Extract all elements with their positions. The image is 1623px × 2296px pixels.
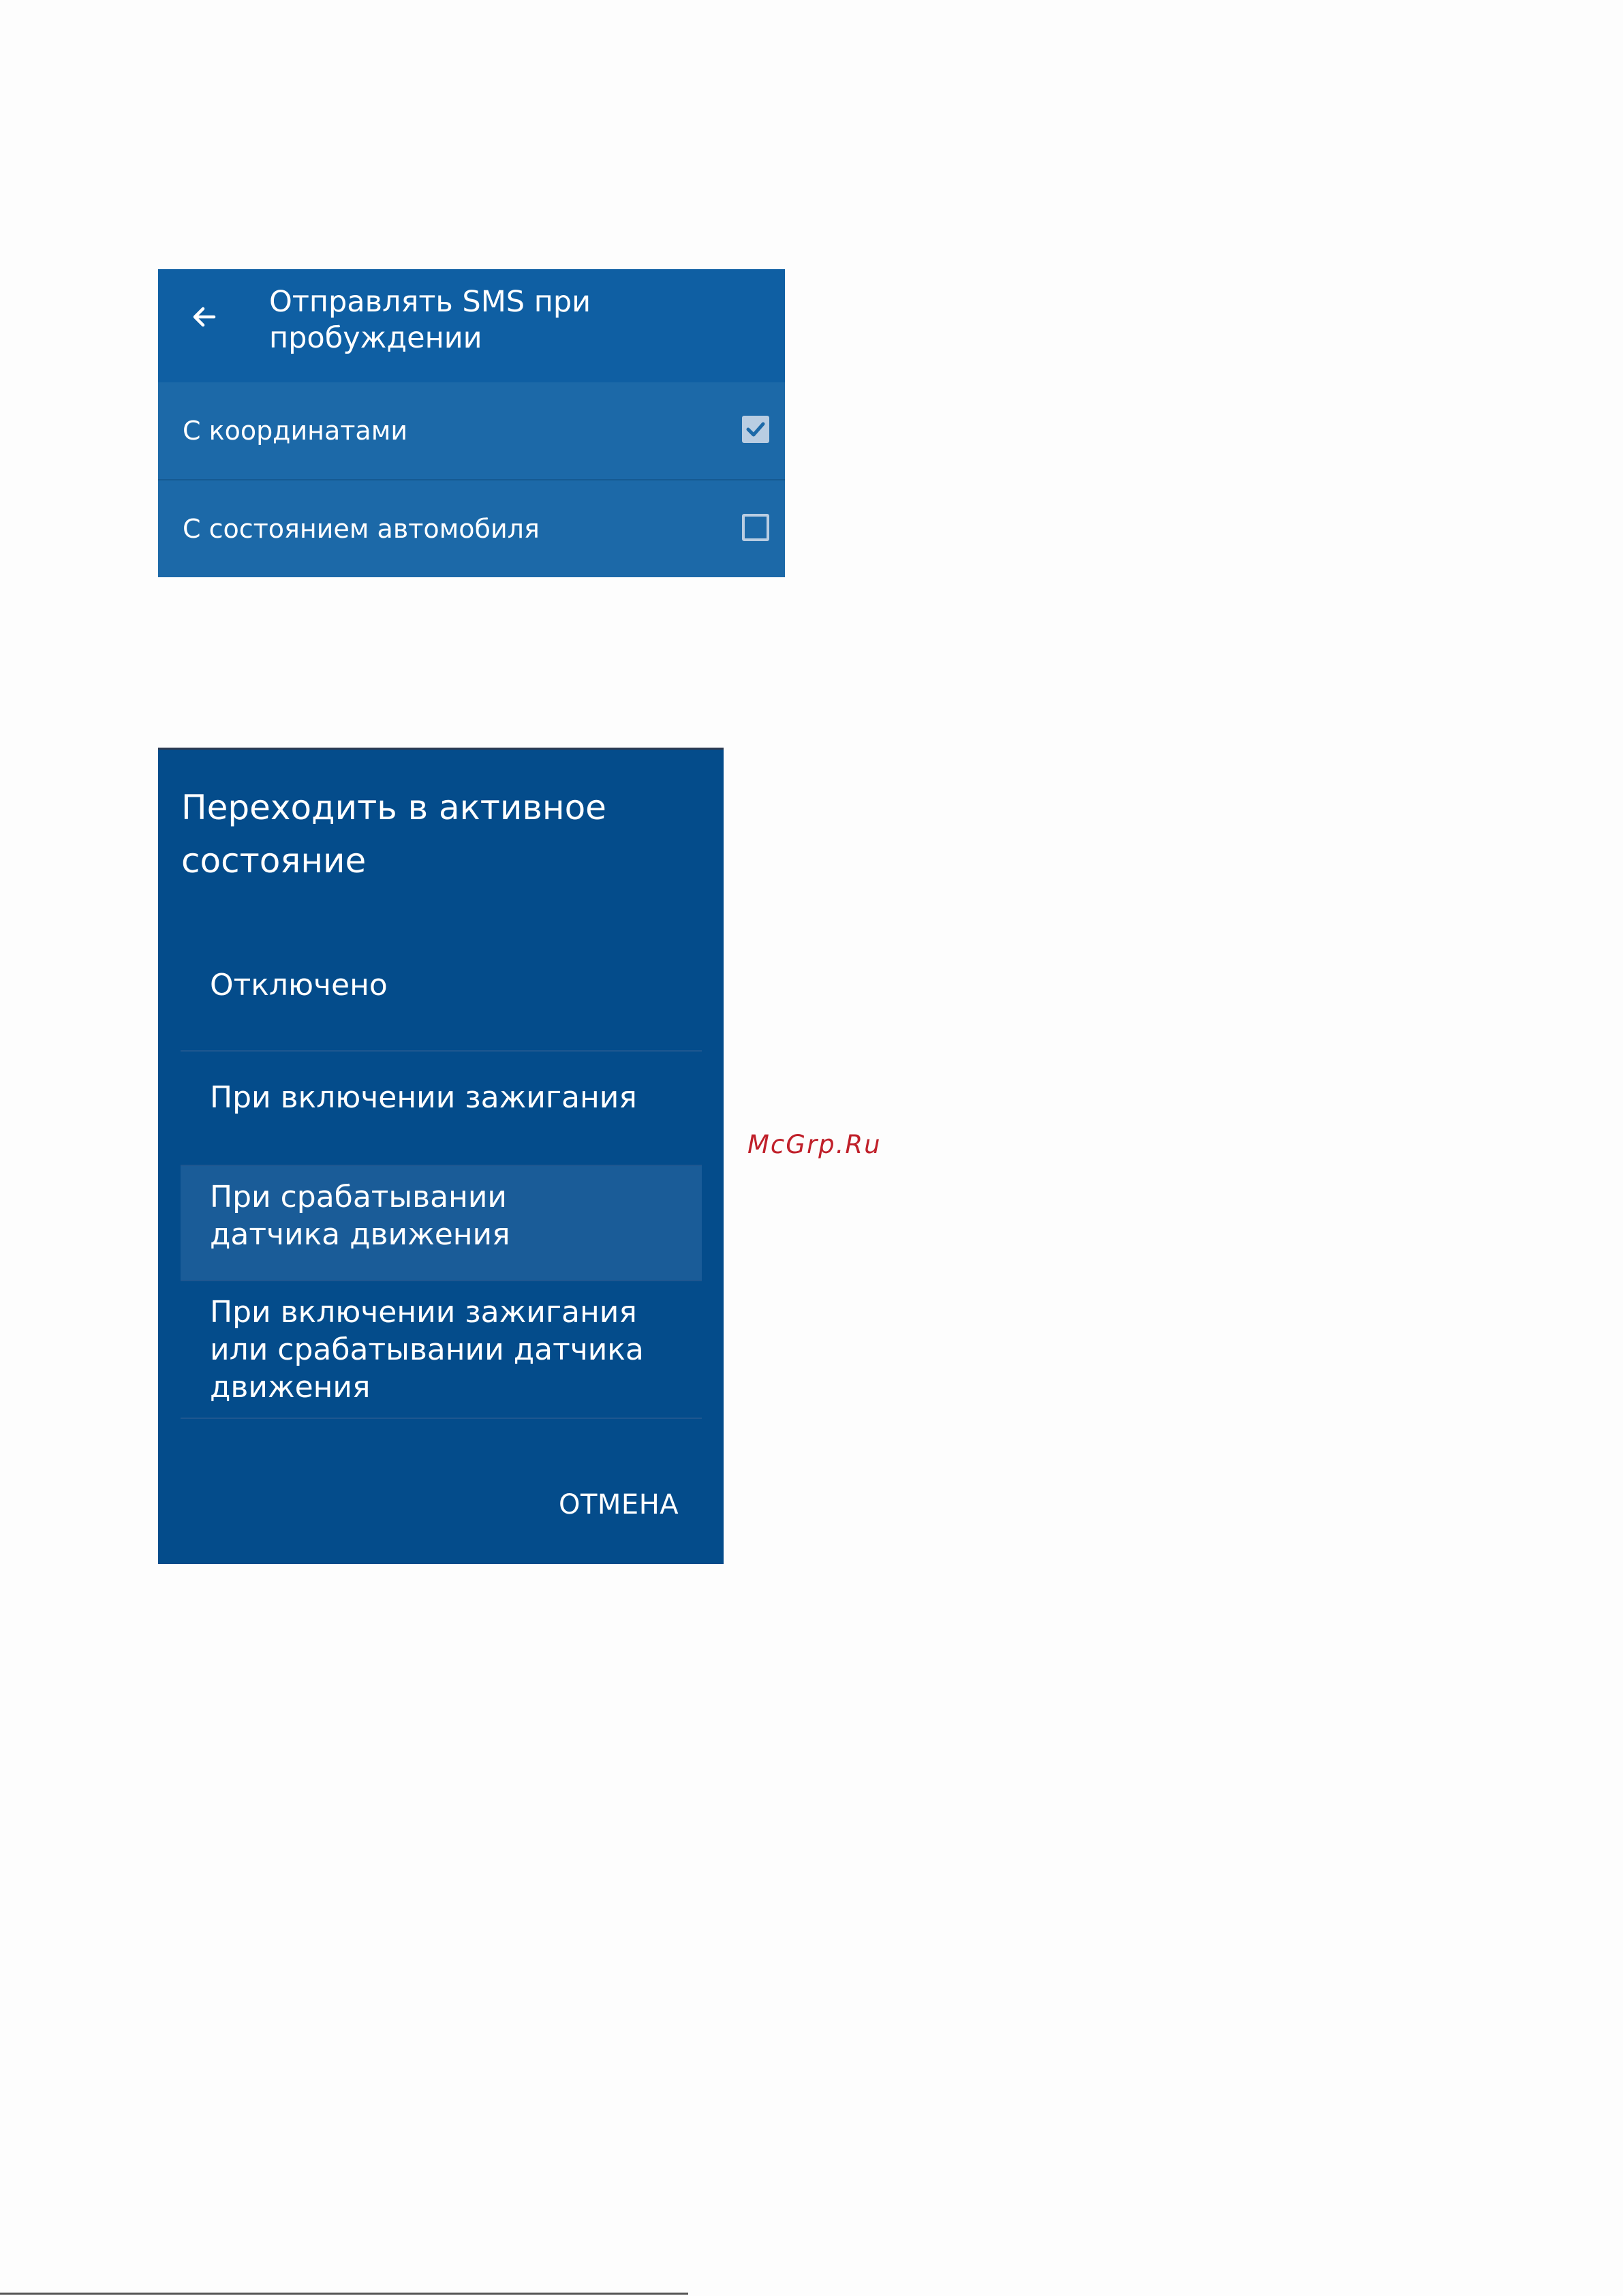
sms-settings-screen [158,269,785,577]
sms-option-label: С состоянием автомобиля [183,514,540,544]
watermark: McGrp.Ru [747,1130,882,1159]
dialog-option-motion-sensor[interactable] [181,1166,702,1280]
dialog-option-disabled[interactable] [181,927,702,1050]
dialog-option-label: Отключено [210,968,388,1002]
footer-divider [0,2293,688,2295]
sms-screen-title: Отправлять SMS при пробуждении [269,285,591,355]
divider [181,1418,702,1419]
dialog-option-ignition-or-motion[interactable] [181,1281,702,1418]
checkbox-checked-icon[interactable] [742,416,769,443]
sms-option-coordinates[interactable] [158,382,785,479]
dialog-option-label: При включении зажигания или срабатывании датчика движения [210,1295,644,1405]
sms-header [158,269,785,382]
checkbox-unchecked-icon[interactable] [742,514,769,541]
sms-option-vehicle-state[interactable] [158,480,785,577]
arrow-left-icon[interactable] [184,296,225,337]
sms-option-label: С координатами [183,416,408,446]
dialog-option-ignition[interactable] [181,1052,702,1165]
active-state-dialog [158,748,724,1564]
cancel-button[interactable]: ОТМЕНА [559,1489,679,1520]
dialog-title: Переходить в активное состояние [181,788,606,881]
dialog-option-label: При включении зажигания [210,1080,637,1115]
dialog-option-label: При срабатывании датчика движения [210,1180,510,1252]
